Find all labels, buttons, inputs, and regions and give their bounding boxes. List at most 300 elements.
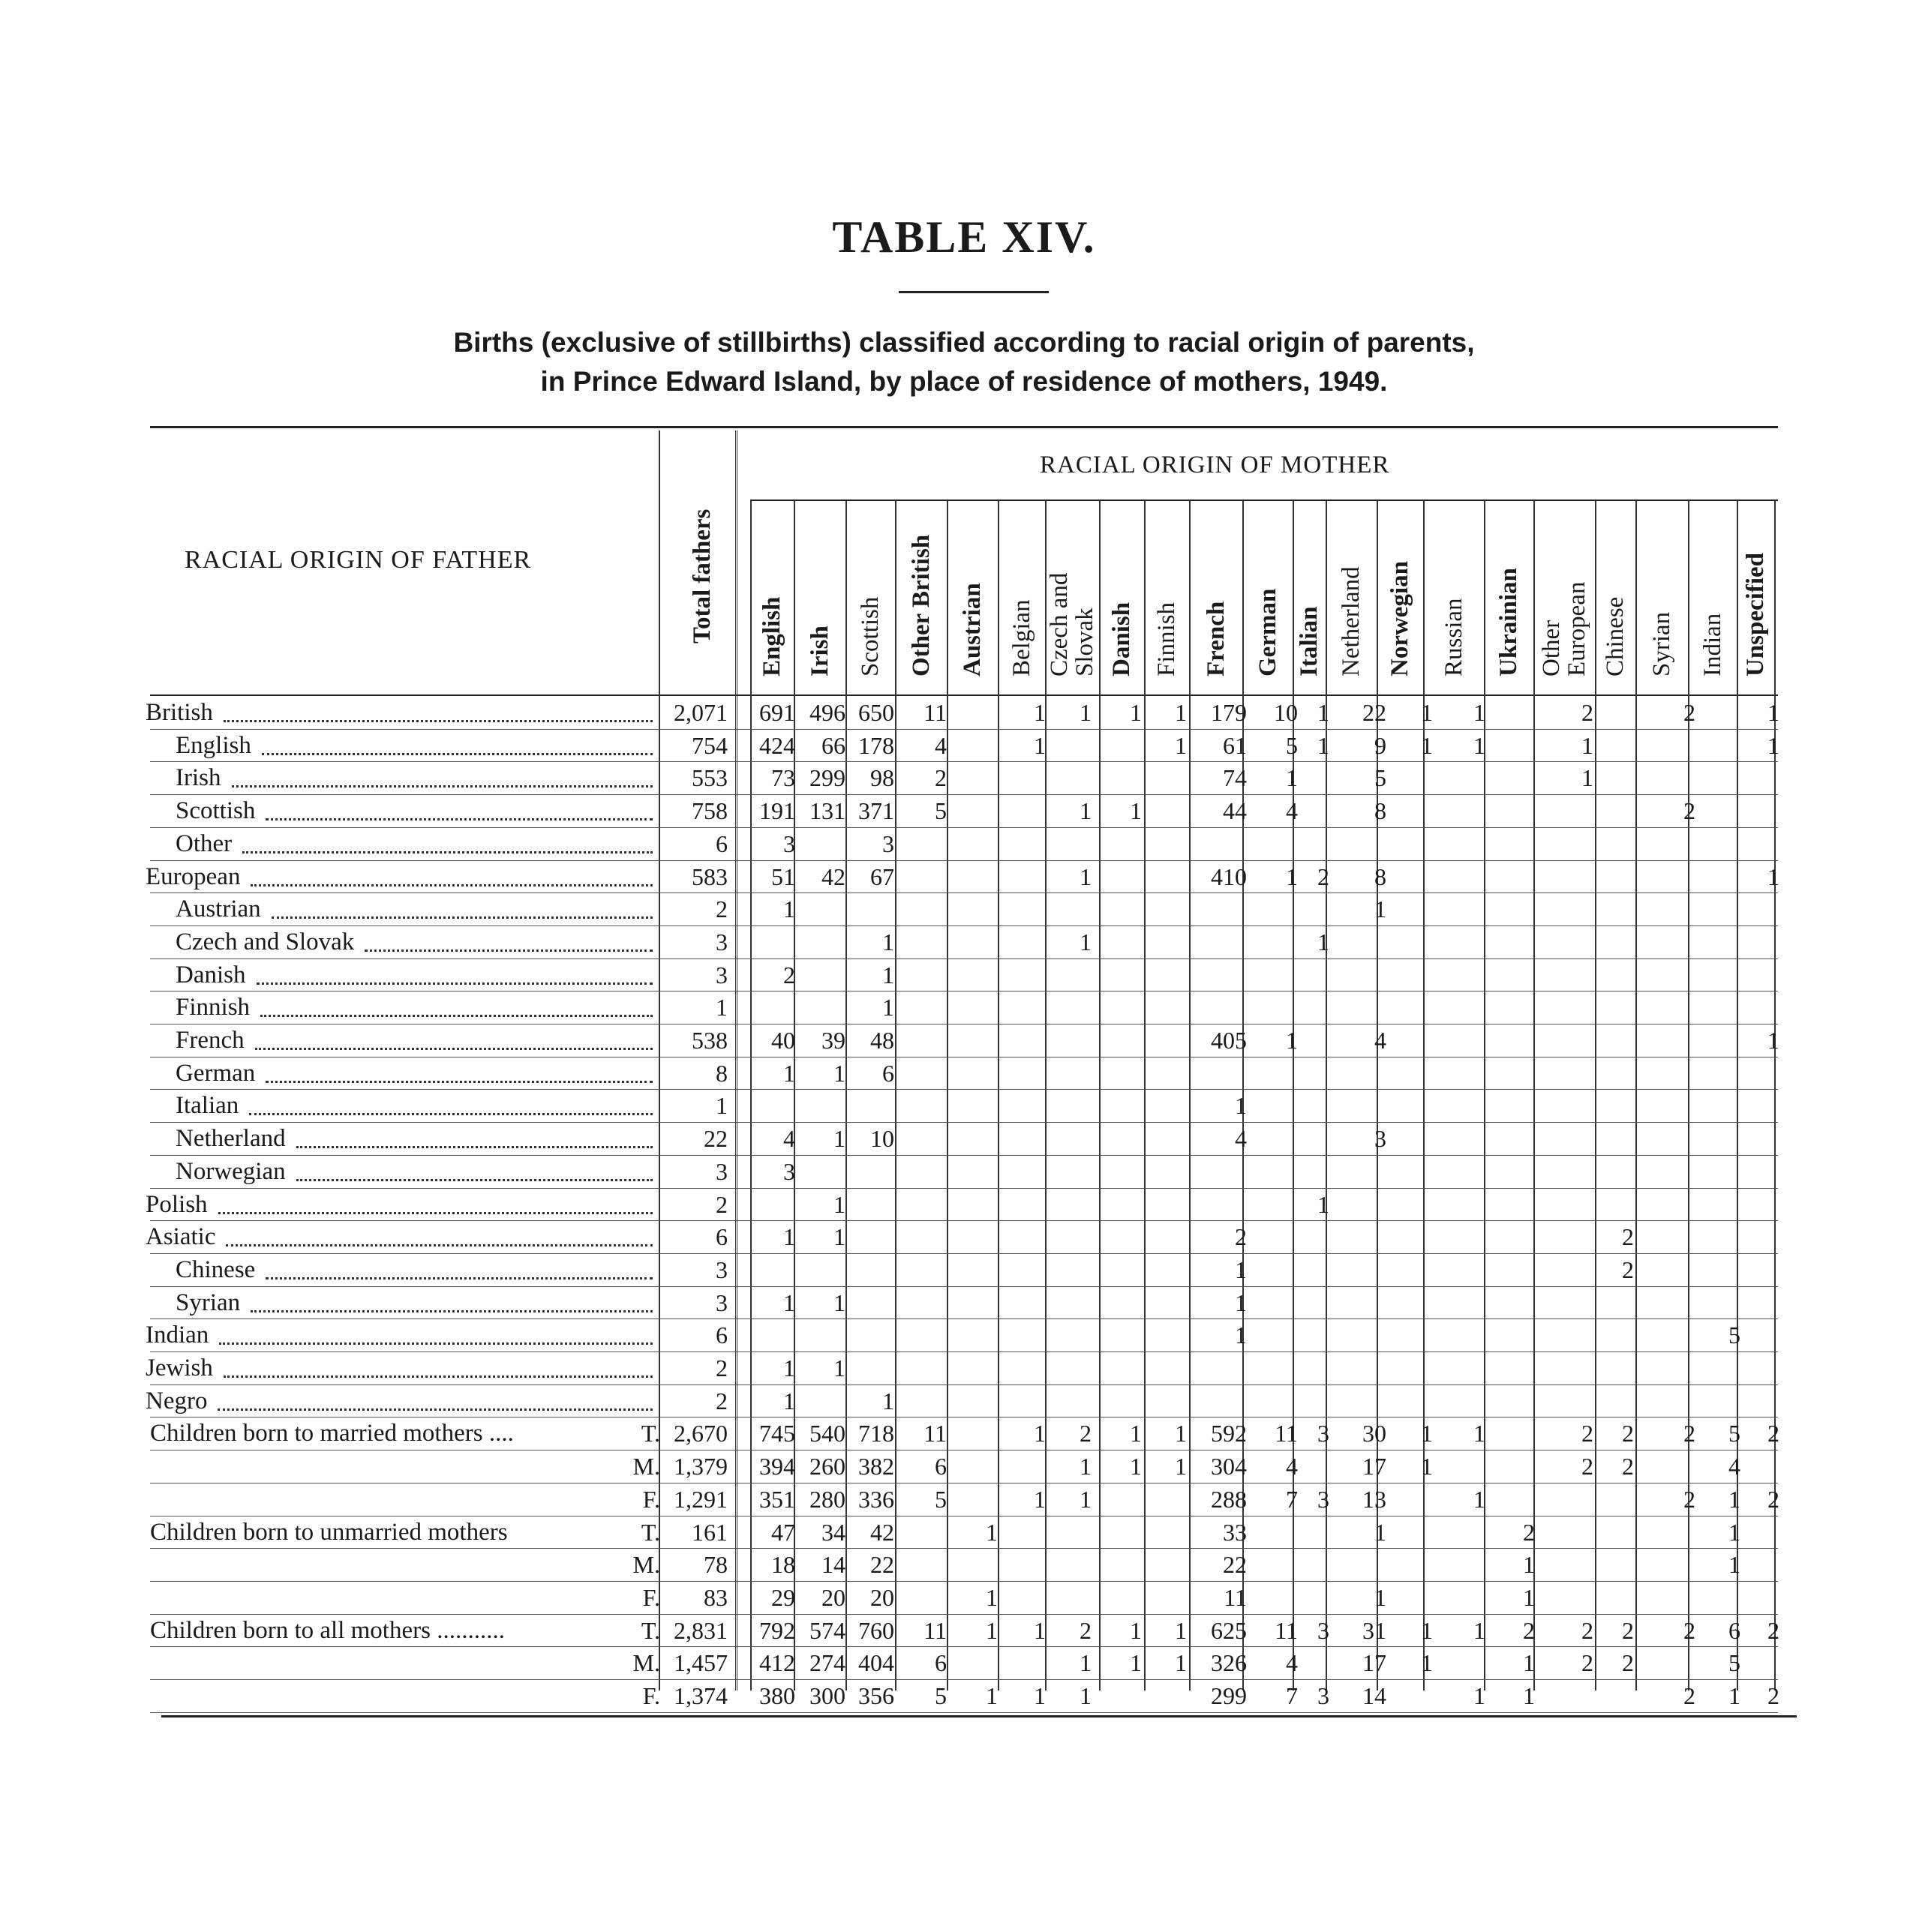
table-cell: 1 (1767, 1027, 1779, 1054)
summary-cell: 304 (1211, 1453, 1247, 1480)
summary-cell: 404 (858, 1649, 894, 1677)
row-rule (150, 729, 1778, 730)
table-cell: 5 (1286, 731, 1298, 759)
summary-cell: 1 (1473, 1420, 1485, 1448)
summary-cell: 592 (1211, 1420, 1247, 1448)
row-total: 583 (692, 862, 728, 890)
dot-leader (218, 1408, 653, 1411)
row-total: 3 (716, 928, 728, 956)
column-header (1648, 612, 1675, 676)
summary-cell: 280 (809, 1485, 845, 1513)
summary-cell: 13 (1362, 1485, 1386, 1513)
summary-cell: 299 (1211, 1682, 1247, 1709)
table-cell: 1 (1130, 699, 1142, 726)
table-cell: 10 (870, 1125, 894, 1153)
table-cell: 66 (821, 731, 845, 759)
row-total: 553 (692, 764, 728, 792)
summary-cell: 1 (1080, 1485, 1092, 1513)
summary-cell: 1 (1523, 1649, 1535, 1677)
summary-cell: 14 (821, 1551, 845, 1579)
table-cell: 1 (1235, 1322, 1247, 1349)
table-cell: 2 (1235, 1223, 1247, 1251)
table-cell: 1 (1317, 731, 1329, 759)
row-label: English (176, 731, 251, 759)
summary-cell: 31 (1362, 1616, 1386, 1644)
table-cell: 4 (783, 1125, 795, 1153)
summary-cell: 351 (759, 1485, 795, 1513)
row-rule (150, 991, 1778, 992)
summary-cell: 5 (935, 1682, 947, 1709)
table-cell: 1 (833, 1059, 845, 1087)
mother-header-rule (750, 500, 1778, 501)
table-cell: 4 (935, 731, 947, 759)
row-rule (150, 1417, 1778, 1418)
column-header-line-1: Finnish (1153, 602, 1180, 676)
row-total: 3 (716, 1256, 728, 1283)
row-total: 754 (692, 731, 728, 759)
row-rule (150, 860, 1778, 861)
table-cell: 39 (821, 1027, 845, 1054)
summary-cell: 11 (1224, 1583, 1247, 1611)
summary-cell: 1 (1728, 1485, 1740, 1513)
dot-leader (262, 753, 653, 755)
summary-cell: 11 (923, 1616, 947, 1644)
summary-cell: 760 (858, 1616, 894, 1644)
summary-cell: 1 (1473, 1485, 1485, 1513)
summary-cell: 5 (935, 1485, 947, 1513)
summary-cell: 274 (809, 1649, 845, 1677)
column-header-line-2: European (1563, 581, 1590, 676)
summary-cell: 2 (1581, 1649, 1593, 1677)
table-cell: 131 (809, 797, 845, 825)
table-cell: 1 (783, 1387, 795, 1414)
row-rule (150, 958, 1778, 959)
summary-tag: T. (641, 1518, 660, 1546)
table-cell: 2 (1622, 1256, 1634, 1283)
table-cell: 22 (1362, 699, 1386, 726)
summary-cell: 1 (1728, 1682, 1740, 1709)
column-divider (1144, 501, 1146, 1690)
table-cell: 74 (1223, 764, 1247, 792)
summary-cell: 336 (858, 1485, 894, 1513)
row-total: 2 (716, 1387, 728, 1414)
column-header-line-1: German (1254, 588, 1281, 676)
table-cell: 1 (1034, 699, 1046, 726)
column-header-line-1: Belgian (1008, 599, 1035, 676)
table-cell: 3 (882, 830, 894, 857)
table-cell: 178 (858, 731, 894, 759)
column-header (1008, 599, 1035, 676)
table-cell: 2 (1581, 699, 1593, 726)
row-rule (150, 1188, 1778, 1189)
table-cell: 2 (1622, 1223, 1634, 1251)
table-cell: 1 (1175, 731, 1187, 759)
summary-cell: 2 (1683, 1682, 1695, 1709)
column-header (758, 597, 785, 676)
summary-cell: 326 (1211, 1649, 1247, 1677)
table-cell: 1 (882, 928, 894, 956)
summary-cell: 2 (1767, 1420, 1779, 1448)
column-header-line-1: Scottish (857, 596, 884, 676)
table-cell: 1 (1286, 764, 1298, 792)
row-total: 758 (692, 797, 728, 825)
table-cell: 1 (1034, 731, 1046, 759)
table-cell: 1 (1235, 1256, 1247, 1283)
summary-cell: 1 (1080, 1453, 1092, 1480)
summary-cell: 7 (1286, 1485, 1298, 1513)
column-header-line-1: Chinese (1602, 596, 1629, 676)
summary-rule (150, 1646, 1778, 1647)
summary-label: Children born to unmarried mothers (150, 1518, 508, 1546)
column-header-line-1: Austrian (959, 583, 986, 676)
column-header-line-1: English (758, 596, 785, 676)
table-cell: 1 (783, 1223, 795, 1251)
row-label: British (146, 699, 213, 726)
dot-leader (266, 818, 653, 820)
table-cell: 2 (935, 764, 947, 792)
summary-rule (150, 1712, 1778, 1713)
summary-cell: 625 (1211, 1616, 1247, 1644)
summary-cell: 1 (1130, 1649, 1142, 1677)
row-label: Jewish (146, 1354, 213, 1382)
summary-cell: 1 (1523, 1682, 1535, 1709)
summary-cell: 1 (1130, 1420, 1142, 1448)
dot-leader (255, 1048, 653, 1050)
table-cell: 3 (783, 1157, 795, 1185)
row-label: Other (176, 830, 233, 857)
summary-cell: 2 (1523, 1518, 1535, 1546)
summary-cell: 412 (759, 1649, 795, 1677)
column-header (1602, 597, 1629, 676)
row-rule (150, 1384, 1778, 1385)
column-header (1440, 598, 1467, 676)
summary-cell: 1 (1175, 1453, 1187, 1480)
summary-cell: 2 (1622, 1420, 1634, 1448)
summary-tag: F. (642, 1682, 660, 1709)
summary-cell: 2 (1767, 1616, 1779, 1644)
row-label: Scottish (176, 797, 256, 825)
summary-cell: 1 (986, 1518, 998, 1546)
summary-cell: 1 (1080, 1649, 1092, 1677)
dot-leader (266, 1277, 653, 1280)
table-top-rule (150, 426, 1778, 428)
subtitle-line-2: in Prince Edward Island, by place of residence of mothers, 1949. (540, 366, 1388, 397)
table-cell: 1 (1286, 862, 1298, 890)
table-cell: 299 (809, 764, 845, 792)
dot-leader (249, 1113, 653, 1115)
row-label: Norwegian (176, 1157, 286, 1185)
dot-leader (224, 1376, 653, 1378)
summary-tag: T. (641, 1420, 660, 1448)
table-cell: 410 (1211, 862, 1247, 890)
summary-cell: 792 (759, 1616, 795, 1644)
row-total: 6 (716, 1223, 728, 1251)
table-cell: 98 (870, 764, 894, 792)
dot-leader (260, 1015, 653, 1017)
column-header-line-1: Other (1538, 620, 1565, 676)
table-cell: 5 (1374, 764, 1386, 792)
table-cell: 5 (1728, 1322, 1740, 1349)
summary-cell: 17 (1362, 1453, 1386, 1480)
summary-cell: 11 (1275, 1420, 1298, 1448)
summary-total: 83 (704, 1583, 728, 1611)
summary-cell: 574 (809, 1616, 845, 1644)
summary-cell: 2 (1622, 1616, 1634, 1644)
table-cell: 496 (809, 699, 845, 726)
summary-cell: 380 (759, 1682, 795, 1709)
row-label: Negro (146, 1387, 208, 1414)
summary-label: Children born to all mothers ........... (150, 1616, 505, 1644)
column-header (1699, 614, 1726, 676)
summary-cell: 4 (1728, 1453, 1740, 1480)
column-divider (1099, 501, 1101, 1690)
table-cell: 48 (870, 1027, 894, 1054)
summary-tag: F. (642, 1485, 660, 1513)
table-cell: 1 (1317, 699, 1329, 726)
column-header-line-1: French (1202, 601, 1230, 676)
dot-leader (257, 982, 653, 985)
row-rule (150, 1155, 1778, 1156)
column-header (806, 626, 833, 676)
table-cell: 1 (1767, 731, 1779, 759)
table-cell: 1 (783, 1059, 795, 1087)
table-cell: 4 (1374, 1027, 1386, 1054)
summary-cell: 1 (1473, 1616, 1485, 1644)
row-total: 8 (716, 1059, 728, 1087)
column-divider (1595, 501, 1596, 1690)
row-label: Irish (176, 764, 221, 792)
summary-cell: 20 (870, 1583, 894, 1611)
table-cell: 1 (1175, 699, 1187, 726)
summary-cell: 1 (986, 1583, 998, 1611)
row-total: 2 (716, 1354, 728, 1382)
table-cell: 1 (1421, 699, 1433, 726)
row-label: Finnish (176, 994, 251, 1022)
summary-rule (150, 1548, 1778, 1549)
dot-leader (266, 1081, 653, 1083)
summary-cell: 5 (1728, 1420, 1740, 1448)
column-header-line-1: Ukrainian (1495, 568, 1522, 676)
summary-label: Children born to married mothers .... (150, 1420, 514, 1448)
summary-cell: 2 (1622, 1649, 1634, 1677)
dot-leader (296, 1146, 653, 1148)
table-cell: 2 (1317, 862, 1329, 890)
summary-tag: T. (641, 1616, 660, 1644)
summary-rule (150, 1614, 1778, 1615)
column-header-line-1: Netherland (1338, 566, 1365, 676)
column-header (1108, 602, 1135, 676)
dot-leader (365, 950, 653, 952)
column-header (1296, 606, 1323, 676)
summary-cell: 30 (1362, 1420, 1386, 1448)
summary-total: 2,831 (674, 1616, 728, 1644)
summary-cell: 1 (1421, 1420, 1433, 1448)
summary-cell: 1 (1080, 1682, 1092, 1709)
table-cell: 1 (833, 1125, 845, 1153)
summary-cell: 1 (1175, 1420, 1187, 1448)
column-header (1386, 561, 1413, 676)
summary-total: 1,374 (674, 1682, 728, 1709)
table-cell: 4 (1286, 797, 1298, 825)
row-rule (150, 1220, 1778, 1221)
table-cell: 179 (1211, 699, 1247, 726)
column-header (1047, 573, 1098, 676)
summary-cell: 3 (1317, 1682, 1329, 1709)
summary-total: 1,457 (674, 1649, 728, 1677)
row-total: 22 (704, 1125, 728, 1153)
summary-cell: 2 (1683, 1616, 1695, 1644)
column-divider (1423, 501, 1425, 1690)
summary-cell: 14 (1362, 1682, 1386, 1709)
subtitle-line-1: Births (exclusive of stillbirths) classified according to racial origin of parents, (453, 327, 1475, 358)
summary-cell: 1 (1034, 1485, 1046, 1513)
row-label: Syrian (176, 1288, 241, 1316)
row-rule (150, 1286, 1778, 1287)
column-header-line-1: Czech and (1046, 572, 1073, 676)
table-cell: 1 (783, 896, 795, 923)
summary-tag: F. (642, 1583, 660, 1611)
summary-cell: 5 (1728, 1649, 1740, 1677)
header-mother: RACIAL ORIGIN OF MOTHER (1040, 452, 1390, 478)
table-cell: 73 (771, 764, 795, 792)
row-label: Netherland (176, 1125, 286, 1153)
row-rule (150, 1122, 1778, 1123)
summary-total: 1,379 (674, 1453, 728, 1480)
summary-cell: 2 (1767, 1682, 1779, 1709)
summary-cell: 2 (1683, 1485, 1695, 1513)
table-cell: 1 (1581, 731, 1593, 759)
summary-total: 78 (704, 1551, 728, 1579)
table-cell: 9 (1374, 731, 1386, 759)
summary-cell: 34 (821, 1518, 845, 1546)
table-cell: 1 (1286, 1027, 1298, 1054)
summary-cell: 6 (1728, 1616, 1740, 1644)
table-cell: 1 (1080, 699, 1092, 726)
row-label: Austrian (176, 896, 261, 923)
summary-rule (150, 1679, 1778, 1680)
summary-cell: 3 (1317, 1485, 1329, 1513)
row-total: 3 (716, 1288, 728, 1316)
summary-cell: 356 (858, 1682, 894, 1709)
table-cell: 8 (1374, 797, 1386, 825)
column-header-line-2: Slovak (1071, 608, 1098, 676)
column-header-line-1: Irish (806, 626, 833, 676)
dot-leader (296, 1179, 653, 1181)
summary-cell: 11 (1275, 1616, 1298, 1644)
summary-tag: M. (632, 1551, 660, 1579)
summary-cell: 1 (1728, 1551, 1740, 1579)
summary-cell: 745 (759, 1420, 795, 1448)
row-total: 3 (716, 961, 728, 988)
summary-cell: 1 (1175, 1616, 1187, 1644)
summary-cell: 1 (1175, 1649, 1187, 1677)
table-cell: 2 (1683, 797, 1695, 825)
table-cell: 424 (759, 731, 795, 759)
table-cell: 1 (882, 961, 894, 988)
dot-leader (226, 1244, 653, 1246)
row-total: 2 (716, 1190, 728, 1218)
summary-cell: 1 (1374, 1518, 1386, 1546)
row-rule (150, 1318, 1778, 1319)
row-label: French (176, 1027, 245, 1054)
summary-cell: 47 (771, 1518, 795, 1546)
table-bottom-rule (161, 1715, 1797, 1718)
column-divider (1533, 501, 1535, 1690)
column-header (1539, 582, 1590, 676)
table-cell: 691 (759, 699, 795, 726)
row-rule (150, 1089, 1778, 1090)
row-rule (150, 892, 1778, 893)
summary-total: 2,670 (674, 1420, 728, 1448)
table-cell: 2 (783, 961, 795, 988)
table-cell: 11 (923, 699, 947, 726)
row-total: 538 (692, 1027, 728, 1054)
summary-total: 1,291 (674, 1485, 728, 1513)
summary-cell: 7 (1286, 1682, 1298, 1709)
row-label: Chinese (176, 1256, 256, 1283)
title-rule (899, 291, 1049, 293)
table-cell: 61 (1223, 731, 1247, 759)
summary-cell: 2 (1080, 1420, 1092, 1448)
table-cell: 1 (1317, 1190, 1329, 1218)
row-label: European (146, 862, 241, 890)
table-cell: 3 (1374, 1125, 1386, 1153)
table-cell: 67 (870, 862, 894, 890)
table-cell: 405 (1211, 1027, 1247, 1054)
summary-cell: 22 (1223, 1551, 1247, 1579)
table-cell: 44 (1223, 797, 1247, 825)
column-header-line-1: Unspecified (1742, 553, 1769, 676)
row-label: Polish (146, 1190, 208, 1218)
summary-cell: 1 (1130, 1453, 1142, 1480)
summary-cell: 1 (1034, 1682, 1046, 1709)
table-cell: 1 (1374, 896, 1386, 923)
summary-cell: 11 (923, 1420, 947, 1448)
table-cell: 40 (771, 1027, 795, 1054)
row-rule (150, 794, 1778, 795)
summary-cell: 300 (809, 1682, 845, 1709)
page-title: TABLE XIV. (832, 212, 1096, 262)
summary-cell: 20 (821, 1583, 845, 1611)
column-header (1153, 602, 1180, 676)
table-cell: 1 (1235, 1092, 1247, 1120)
column-header (1203, 602, 1230, 676)
row-rule (150, 761, 1778, 762)
table-cell: 1 (882, 994, 894, 1022)
table-cell: 1 (1317, 928, 1329, 956)
table-cell: 1 (783, 1288, 795, 1316)
summary-cell: 2 (1080, 1616, 1092, 1644)
column-header-line-1: Indian (1698, 613, 1726, 676)
summary-cell: 4 (1286, 1453, 1298, 1480)
summary-cell: 382 (858, 1453, 894, 1480)
column-header-line-1: Russian (1440, 598, 1467, 676)
row-rule (150, 1253, 1778, 1254)
column-divider (947, 501, 948, 1690)
table-cell: 1 (1080, 862, 1092, 890)
summary-tag: M. (632, 1453, 660, 1480)
summary-cell: 6 (935, 1649, 947, 1677)
summary-cell: 3 (1317, 1616, 1329, 1644)
table-cell: 1 (833, 1288, 845, 1316)
summary-rule (150, 1483, 1778, 1484)
dot-leader (232, 785, 653, 788)
table-cell: 1 (1421, 731, 1433, 759)
header-total-fathers: Total fathers (689, 508, 716, 644)
dot-leader (251, 884, 653, 886)
summary-cell: 1 (1034, 1616, 1046, 1644)
row-label: Danish (176, 961, 246, 988)
